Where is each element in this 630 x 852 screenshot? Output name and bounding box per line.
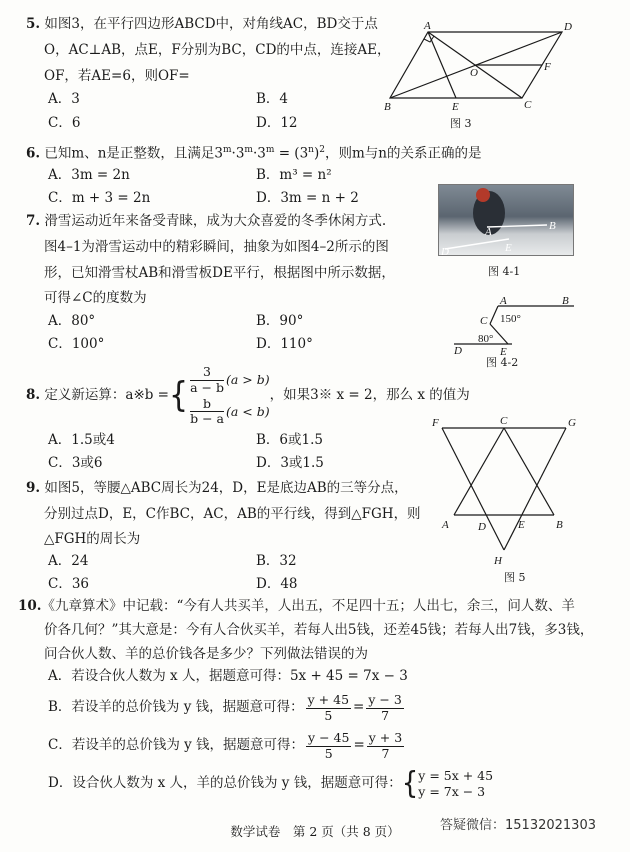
- q8-option-b[interactable]: B．6或1.5: [256, 432, 323, 448]
- q7-option-a[interactable]: A．80°: [48, 313, 96, 329]
- figure-4-2-caption: 图 4-2: [486, 356, 519, 369]
- q5-line3: OF，若AE=6，则OF=: [44, 68, 190, 84]
- q6-option-b[interactable]: B．m³ = n²: [256, 167, 332, 183]
- fig3-label-o: O: [470, 67, 478, 79]
- q6-option-c[interactable]: C．m + 3 = 2n: [48, 190, 151, 206]
- fig3-label-d: D: [564, 21, 572, 33]
- fig5-label-a: A: [442, 519, 449, 531]
- q9-option-d[interactable]: D．48: [256, 576, 298, 592]
- q5-line1: 5. 如图3，在平行四边形ABCD中，对角线AC，BD交于点: [26, 16, 378, 32]
- q5-option-d[interactable]: D．12: [256, 115, 298, 131]
- q8-option-c[interactable]: C．3或6: [48, 455, 103, 471]
- photo-label-b: B: [549, 220, 556, 232]
- fig3-label-b: B: [384, 101, 391, 113]
- q9-line2: 分别过点D，E，C作BC，AC，AB的平行线，得到△FGH，则: [44, 506, 421, 522]
- q5-option-a[interactable]: A．3: [48, 91, 80, 107]
- q9-line3: △FGH的周长为: [44, 531, 141, 547]
- q10-option-d[interactable]: D．设合伙人数为 x 人，羊的总价钱为 y 钱，据题意可得： { y = 5x + 45 y = 7x − 3: [48, 766, 494, 802]
- q10-d-system: y = 5x + 45 y = 7x − 3: [418, 767, 494, 799]
- q7-option-b[interactable]: B．90°: [256, 313, 304, 329]
- fig5-label-f: F: [432, 417, 439, 429]
- figure-5-triangles: [428, 414, 588, 572]
- q7-option-d[interactable]: D．110°: [256, 336, 313, 352]
- fig4-2-label-b: B: [562, 295, 569, 307]
- fig5-label-e: E: [518, 519, 525, 531]
- fig4-2-label-d: D: [454, 345, 462, 357]
- figure-4-1-ski-photo: [438, 184, 574, 256]
- q10-option-c[interactable]: C．若设羊的总价钱为 y 钱，据题意可得： $\frac{y - 45}{5}$ = $\frac{y + 3}{7}$: [48, 730, 403, 761]
- contact-info: 答疑微信：15132021303: [440, 818, 596, 833]
- fig4-2-angle-150: 150°: [500, 313, 521, 325]
- figure-3-parallelogram: [380, 18, 580, 118]
- photo-label-d: D: [441, 246, 449, 256]
- fig4-2-angle-80: 80°: [478, 333, 494, 345]
- q7-line3: 形，已知滑雪杖AB和滑雪板DE平行，根据图中所示数据，: [44, 265, 395, 281]
- q10-line2: 价各几何？”其大意是：今有人合伙买羊，若每人出5钱，还差45钱；若每人出7钱，多3钱，: [44, 622, 594, 638]
- page-footer: 数学试卷 第 2 页（共 8 页）: [230, 824, 400, 839]
- ski-photo-overlay: [439, 185, 574, 256]
- q9-option-c[interactable]: C．36: [48, 576, 90, 592]
- fig3-label-c: C: [524, 99, 532, 111]
- q9-option-a[interactable]: A．24: [48, 553, 89, 569]
- figure-5-caption: 图 5: [504, 571, 526, 584]
- q10-line1: 10.《九章算术》中记载：“今有人共买羊，人出五，不足四十五；人出七，余三，问人数、羊: [18, 598, 575, 614]
- fig4-2-label-c: C: [480, 315, 488, 327]
- photo-label-a: A: [485, 226, 492, 238]
- q5-option-b[interactable]: B．4: [256, 91, 289, 107]
- q8-cases: $\frac{3}{a - b}$ (a > b) $\frac{b}{b - a}$ (a < b): [190, 364, 270, 427]
- fig5-label-h: H: [494, 555, 502, 567]
- q10-d-brace: {: [401, 766, 419, 802]
- q5-line2: O，AC⊥AB，点E，F分别为BC，CD的中点，连接AE，: [44, 42, 391, 58]
- q8-stem: 8. 定义新运算：a※b = { $\frac{3}{a - b}$ (a > b) $\frac{b}{b - a}$ (a < b) ，如果3※ x = 2，那么 x 的值为: [26, 364, 470, 427]
- q9-option-b[interactable]: B．32: [256, 553, 297, 569]
- fig3-label-e: E: [452, 101, 459, 113]
- q5-option-c[interactable]: C．6: [48, 115, 81, 131]
- q10-line3: 问合伙人数、羊的总价钱各是多少？下列做法错误的为: [44, 646, 368, 662]
- q6-option-d[interactable]: D．3m = n + 2: [256, 190, 359, 206]
- q8-brace: {: [169, 375, 189, 416]
- fig5-label-b: B: [556, 519, 563, 531]
- fig4-2-label-e: E: [500, 346, 507, 358]
- q10-option-a[interactable]: A．若设合伙人数为 x 人，据题意可得：5x + 45 = 7x − 3: [48, 668, 408, 684]
- figure-3-caption: 图 3: [450, 117, 472, 130]
- q7-line1: 7. 滑雪运动近年来备受青睐，成为大众喜爱的冬季休闲方式.: [26, 213, 387, 229]
- photo-label-e: E: [505, 242, 512, 254]
- q6-option-a[interactable]: A．3m = 2n: [48, 167, 130, 183]
- fig4-2-label-a: A: [500, 295, 507, 307]
- q10-option-b[interactable]: B．若设羊的总价钱为 y 钱，据题意可得： $\frac{y + 45}{5}$ = $\frac{y - 3}{7}$: [48, 692, 402, 723]
- fig5-label-c: C: [500, 415, 508, 427]
- fig3-label-a: A: [424, 20, 431, 32]
- figure-4-1-caption: 图 4-1: [488, 265, 521, 278]
- q8-option-a[interactable]: A．1.5或4: [48, 432, 115, 448]
- q6-stem: 6. 已知m、n是正整数，且满足$3^m\cdot 3^m\cdot 3^m = (3^n)^2$，则m与n的关系正确的是: [26, 145, 482, 162]
- fig5-label-d: D: [478, 521, 486, 533]
- q7-line2: 图4–1为滑雪运动中的精彩瞬间，抽象为如图4–2所示的图: [44, 239, 389, 255]
- q8-option-d[interactable]: D．3或1.5: [256, 455, 324, 471]
- q9-line1: 9. 如图5，等腰△ABC周长为24，D，E是底边AB的三等分点，: [26, 480, 408, 496]
- q7-line4: 可得∠C的度数为: [44, 290, 147, 306]
- fig5-label-g: G: [568, 417, 576, 429]
- q7-option-c[interactable]: C．100°: [48, 336, 105, 352]
- figure-4-2-angles: [448, 292, 588, 360]
- fig3-label-f: F: [544, 61, 551, 73]
